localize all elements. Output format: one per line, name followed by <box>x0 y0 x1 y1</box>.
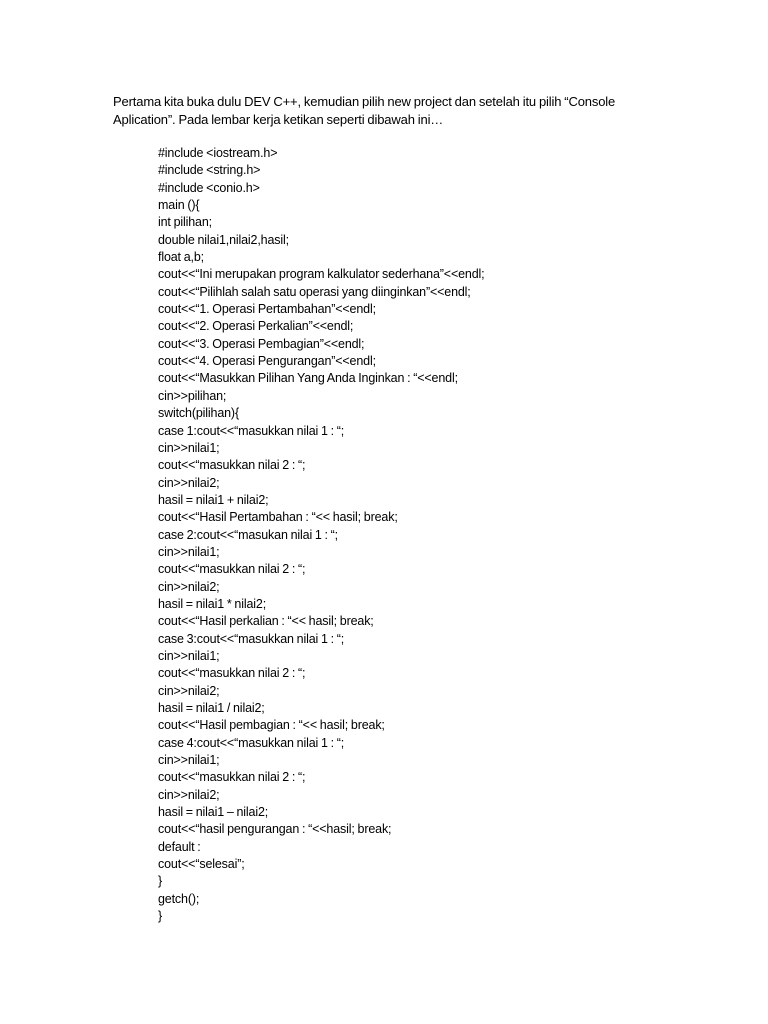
code-line: cin>>nilai1; <box>158 648 220 663</box>
code-line: #include <string.h> <box>158 163 261 178</box>
code-line: float a,b; <box>158 250 204 265</box>
code-line: double nilai1,nilai2,hasil; <box>158 232 289 247</box>
code-line: cout<<“Hasil Pertambahan : “<< hasil; break; <box>158 510 398 525</box>
code-line: #include <conio.h> <box>158 180 260 195</box>
code-listing <box>158 145 484 925</box>
code-line: cin>>pilihan; <box>158 388 227 403</box>
code-line: cin>>nilai2; <box>158 475 220 490</box>
code-line: cin>>nilai1; <box>158 544 220 559</box>
code-line: cout<<“hasil pengurangan : “<<hasil; break; <box>158 822 392 837</box>
code-line: switch(pilihan){ <box>158 406 239 421</box>
code-line: hasil = nilai1 / nilai2; <box>158 701 265 715</box>
code-line: cout<<“Ini merupakan program kalkulator sederhana”<<endl; <box>158 267 485 282</box>
code-line: cout<<“3. Operasi Pembagian”<<endl; <box>158 336 365 351</box>
code-line: cin>>nilai2; <box>158 579 220 594</box>
code-line: } <box>158 909 163 924</box>
code-line: cout<<“Pilihlah salah satu operasi yang diinginkan”<<endl; <box>158 284 471 299</box>
code-line: cout<<“masukkan nilai 2 : “; <box>158 562 306 577</box>
code-line: cout<<“Hasil pembagian : “<< hasil; break; <box>158 718 385 733</box>
code-line: cout<<“4. Operasi Pengurangan”<<endl; <box>158 354 376 369</box>
code-line: hasil = nilai1 + nilai2; <box>158 492 269 507</box>
code-line: default : <box>158 839 201 854</box>
code-line: cout<<“Hasil perkalian : “<< hasil; break; <box>158 614 374 629</box>
code-line: cin>>nilai2; <box>158 787 220 802</box>
code-line: hasil = nilai1 * nilai2; <box>158 596 267 611</box>
code-line: getch(); <box>158 891 200 906</box>
code-line: cout<<“masukkan nilai 2 : “; <box>158 770 306 785</box>
code-line: cin>>nilai2; <box>158 683 220 698</box>
code-line: cout<<“masukkan nilai 2 : “; <box>158 666 306 681</box>
code-line: cout<<“1. Operasi Pertambahan”<<endl; <box>158 302 376 317</box>
code-line: #include <iostream.h> <box>158 146 278 160</box>
code-line: cout<<“2. Operasi Perkalian”<<endl; <box>158 319 354 334</box>
code-line: cout<<“Masukkan Pilihan Yang Anda Inginkan : “<<endl; <box>158 371 458 386</box>
code-line: case 3:cout<<“masukkan nilai 1 : “; <box>158 631 345 646</box>
code-line: main (){ <box>158 198 200 213</box>
code-line: case 1:cout<<“masukkan nilai 1 : “; <box>158 423 345 438</box>
code-line: case 4:cout<<“masukkan nilai 1 : “; <box>158 735 345 750</box>
intro-paragraph: Pertama kita buka dulu DEV C++, kemudian pilih new project dan setelah itu pilih “Console Aplication”. Pada lembar kerja ketikan seperti dibawah ini… <box>113 94 616 127</box>
code-line: hasil = nilai1 – nilai2; <box>158 805 269 820</box>
code-line: cin>>nilai1; <box>158 753 220 768</box>
code-line: case 2:cout<<“masukan nilai 1 : “; <box>158 527 338 542</box>
code-line: int pilihan; <box>158 215 212 230</box>
code-line: cout<<“selesai”; <box>158 857 245 872</box>
code-line: } <box>158 874 163 889</box>
code-line: cout<<“masukkan nilai 2 : “; <box>158 458 306 473</box>
code-line: cin>>nilai1; <box>158 440 220 455</box>
